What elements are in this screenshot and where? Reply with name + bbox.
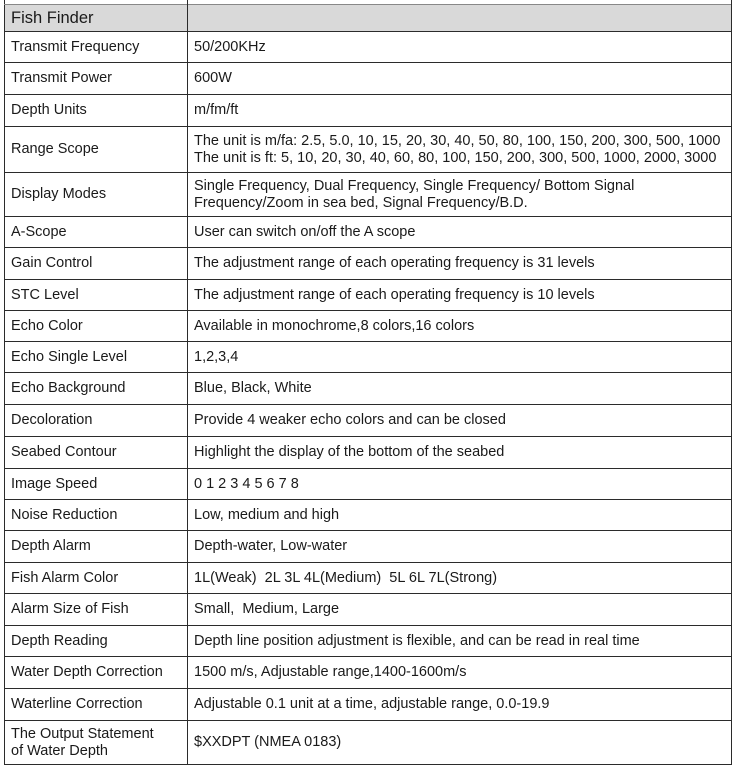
table-row [5,127,732,173]
row-label: Decoloration [5,405,188,437]
row-value: Low, medium and high [188,500,732,531]
row-label: Alarm Size of Fish [5,594,188,626]
row-label: Transmit Power [5,63,188,95]
table-row [5,63,732,95]
table-row [5,657,732,689]
row-label: Display Modes [5,173,188,217]
table-row [5,280,732,311]
row-label: Depth Units [5,95,188,127]
section-header-blank [188,5,732,32]
row-label: Echo Color [5,311,188,342]
row-value: User can switch on/off the A scope [188,217,732,248]
table-row [5,311,732,342]
row-value: The adjustment range of each operating frequency is 31 levels [188,248,732,280]
row-label: Depth Reading [5,626,188,657]
row-value [188,173,732,217]
range-scope-feet: The unit is ft: 5, 10, 20, 30, 40, 60, 80, 100, 150, 200, 300, 500, 1000, 2000, 3000 [194,149,717,166]
row-label: Echo Background [5,373,188,405]
row-label: Echo Single Level [5,342,188,373]
row-value: 50/200KHz [188,32,732,63]
row-value: m/fm/ft [188,95,732,127]
section-header-row [5,5,732,32]
output-statement-label-line1: The Output Statement [11,725,154,742]
table-row [5,32,732,63]
row-label: Waterline Correction [5,689,188,721]
row-label: STC Level [5,280,188,311]
table-row [5,437,732,469]
table-row [5,594,732,626]
row-value: Blue, Black, White [188,373,732,405]
row-value: Adjustable 0.1 unit at a time, adjustable range, 0.0-19.9 [188,689,732,721]
row-label: Seabed Contour [5,437,188,469]
row-value: Depth-water, Low-water [188,531,732,563]
output-statement-label-line2: of Water Depth [11,742,108,759]
row-label: Fish Alarm Color [5,563,188,594]
section-title: Fish Finder [5,5,188,32]
table-row [5,721,732,765]
row-label: Depth Alarm [5,531,188,563]
row-value: Available in monochrome,8 colors,16 colors [188,311,732,342]
table-row [5,531,732,563]
range-scope-metric: The unit is m/fa: 2.5, 5.0, 10, 15, 20, 30, 40, 50, 80, 100, 150, 200, 300, 500, 1000 [194,132,721,149]
row-label: Noise Reduction [5,500,188,531]
table-row [5,500,732,531]
table-row [5,248,732,280]
table-row [5,342,732,373]
table-row [5,689,732,721]
row-value: 600W [188,63,732,95]
table-row [5,563,732,594]
row-value: Provide 4 weaker echo colors and can be closed [188,405,732,437]
row-label [5,721,188,765]
display-modes-line2: Frequency/Zoom in sea bed, Signal Frequency/B.D. [194,194,528,211]
row-label: Range Scope [5,127,188,173]
row-value: Highlight the display of the bottom of the seabed [188,437,732,469]
row-value: The adjustment range of each operating frequency is 10 levels [188,280,732,311]
table-row [5,95,732,127]
row-value: Small, Medium, Large [188,594,732,626]
table-row [5,469,732,500]
row-value: Depth line position adjustment is flexible, and can be read in real time [188,626,732,657]
fish-finder-spec-table [4,4,732,765]
row-label: A-Scope [5,217,188,248]
row-value [188,127,732,173]
row-value: 1,2,3,4 [188,342,732,373]
row-label: Gain Control [5,248,188,280]
table-row [5,405,732,437]
table-row [5,217,732,248]
row-label: Transmit Frequency [5,32,188,63]
row-value: 1L(Weak) 2L 3L 4L(Medium) 5L 6L 7L(Strong) [188,563,732,594]
table-row [5,173,732,217]
display-modes-line1: Single Frequency, Dual Frequency, Single Frequency/ Bottom Signal [194,177,635,194]
row-value: $XXDPT (NMEA 0183) [188,721,732,765]
table-row [5,373,732,405]
row-value: 0 1 2 3 4 5 6 7 8 [188,469,732,500]
row-value: 1500 m/s, Adjustable range,1400-1600m/s [188,657,732,689]
row-label: Water Depth Correction [5,657,188,689]
row-label: Image Speed [5,469,188,500]
table-row [5,626,732,657]
